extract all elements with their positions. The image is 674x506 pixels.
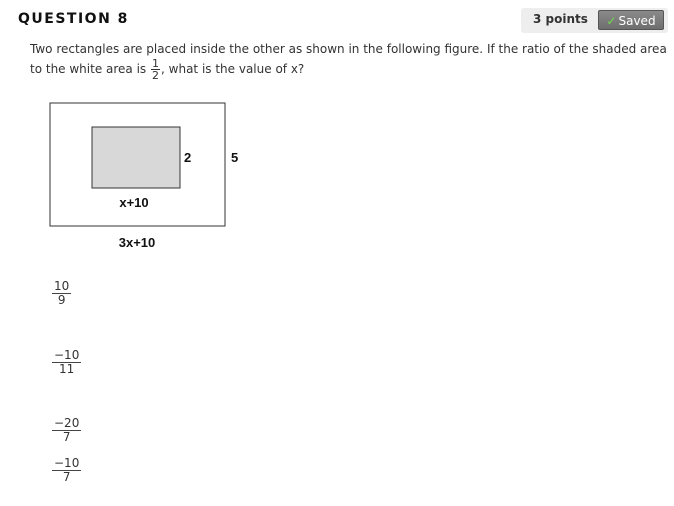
ratio-fraction bbox=[151, 58, 160, 81]
points-status-box bbox=[521, 8, 668, 33]
shaded-inner-rectangle bbox=[92, 127, 180, 188]
choice-2-denominator: 11 bbox=[59, 362, 75, 376]
choice-4-numerator: −10 bbox=[54, 456, 80, 470]
choice-3-numerator: −20 bbox=[54, 416, 80, 430]
question-text-after: , what is the value of x? bbox=[161, 62, 305, 76]
choice-4-denominator: 7 bbox=[62, 470, 71, 484]
question-text-before: Two rectangles are placed inside the other as shown in the following figure. If the ratio of the shaded area to the white area is bbox=[30, 42, 667, 76]
outer-height-label: 5 bbox=[231, 150, 239, 165]
points-label: 3 points bbox=[533, 12, 588, 26]
answer-choice-4[interactable] bbox=[52, 457, 81, 484]
inner-height-label: 2 bbox=[184, 150, 192, 165]
check-icon: ✓ bbox=[606, 14, 617, 28]
choice-2-numerator: −10 bbox=[54, 348, 80, 362]
saved-button[interactable] bbox=[598, 10, 664, 30]
choice-3-denominator: 7 bbox=[62, 430, 71, 444]
rectangles-figure bbox=[40, 96, 260, 256]
ratio-numerator: 1 bbox=[152, 57, 160, 70]
answer-choice-3[interactable] bbox=[52, 417, 81, 444]
saved-label: Saved bbox=[618, 14, 656, 28]
ratio-denominator: 2 bbox=[152, 69, 160, 82]
choice-1-denominator: 9 bbox=[57, 293, 66, 307]
inner-width-label: x+10 bbox=[119, 195, 149, 210]
question-text bbox=[30, 40, 670, 81]
answer-choice-1[interactable] bbox=[52, 280, 71, 307]
question-header bbox=[0, 0, 674, 38]
outer-width-label: 3x+10 bbox=[118, 235, 156, 250]
question-title: QUESTION 8 bbox=[18, 11, 129, 27]
answer-choice-2[interactable] bbox=[52, 349, 81, 376]
choice-1-numerator: 10 bbox=[54, 279, 70, 293]
